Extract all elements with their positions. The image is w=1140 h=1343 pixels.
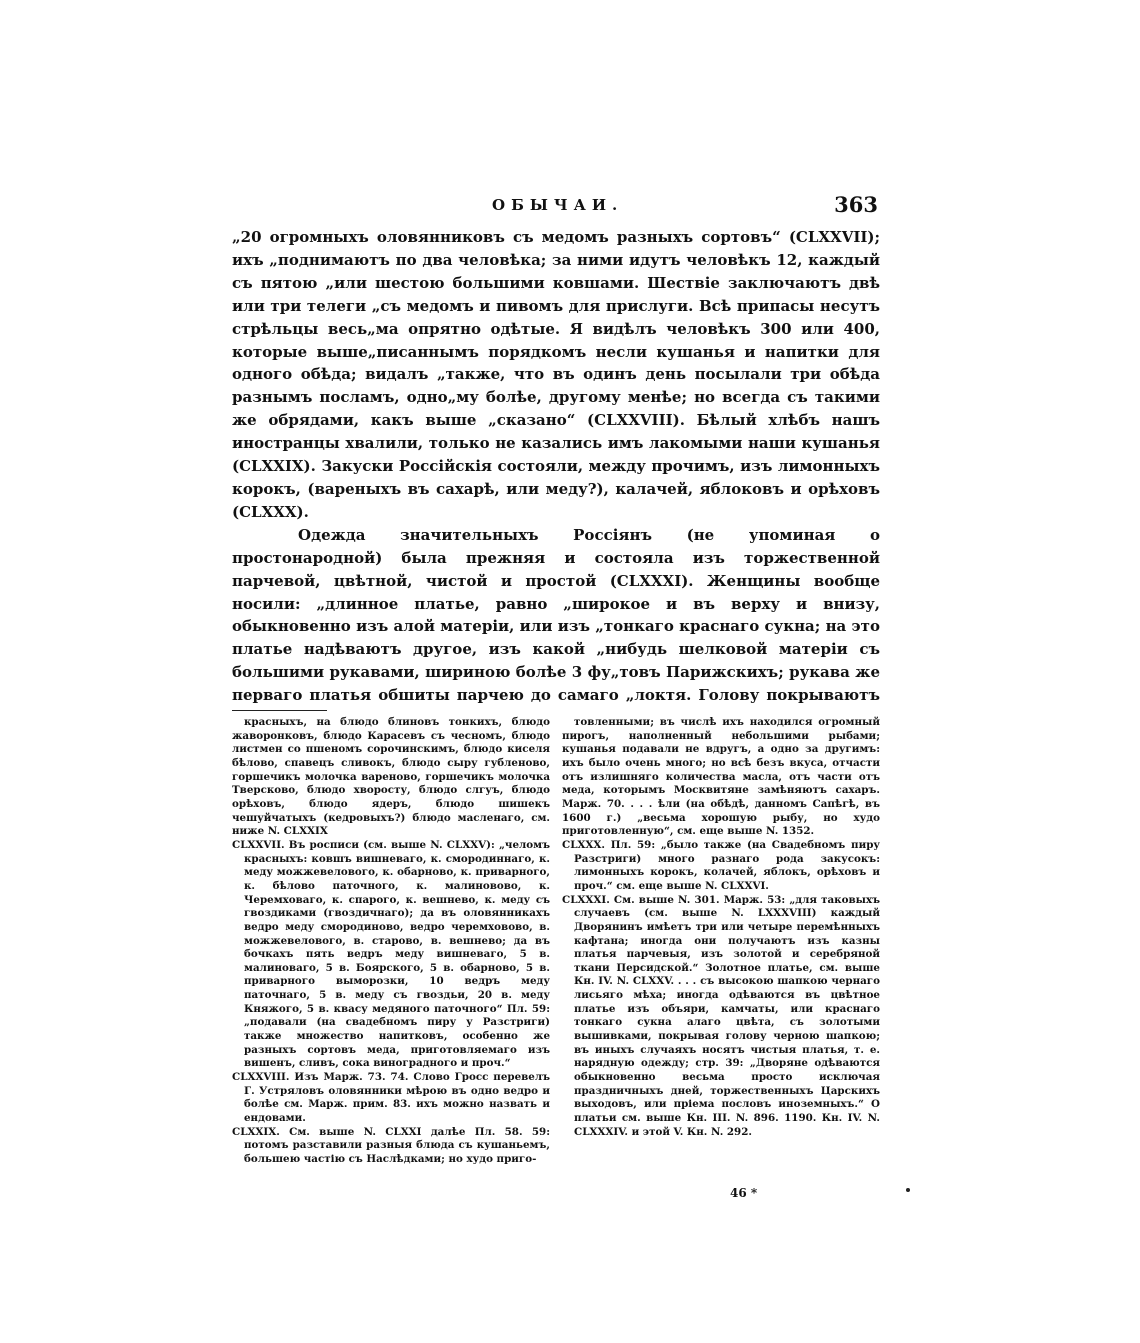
running-head: ОБЫЧАИ. — [492, 196, 624, 214]
main-text — [232, 226, 880, 704]
ink-speck — [906, 1188, 910, 1192]
paragraph: Одежда значительныхъ Россіянъ (не упоминая о простонародной) была прежняя и состояла изъ торжественной парчевой, цвѣтной, чистой и простой (CLXXXI). Женщины вообще носили: „длинное платье, равно „широкое и въ верху и внизу, обыкновенно изъ алой матеріи, или изъ „тонкаго краснаго сукна; на это платье надѣваютъ другое, изъ какой „нибудь шелковой матеріи съ большими рукавами, шириною болѣе 3 фу„товъ Парижскихъ; рукава же перваго платья обшиты парчею до самаго „локтя. Голову покрываютъ — [232, 525, 880, 704]
footnotes-right-column — [562, 716, 880, 1186]
page-number: 363 — [834, 192, 878, 217]
page-header — [232, 192, 880, 222]
footnote: CLXXVII. Въ росписи (см. выше N. CLXXV): „челомъ красныхъ: ковшъ вишневаго, к. смородиннаго, к. меду можжевелового, к. обарново, к. приварного, к. бѣлово паточного, к. малиновово, к. Черемховаго, к. спарого, к. вешнево, к. меду съ гвоздиками (гвоздичнаго); да въ оловянникахъ ведро меду смородиново, ведро черемховово, в. можжевелового, в. старово, в. вешнево; да въ бочкахъ пять ведръ меду вишневаго, 5 в. малиноваго, 5 в. Боярского, 5 в. обарново, 5 в. приварного выморозки, 10 ведръ меду паточнаго, 5 в. меду съ гвоздьи, 20 в. меду Княжого, 5 в. квасу медяного паточного“ Пл. 59: „подавали (на свадебномъ пиру у Разстриги) также множество напитковъ, особенно же разныхъ сортовъ меда, приготовляемаго изъ вишенъ, сливъ, сока виноградного и проч.“ — [232, 838, 550, 1070]
footnotes-left-column — [232, 716, 550, 1186]
footnote: CLXXX. Пл. 59: „было также (на Свадебномъ пиру Разстриги) много разнаго рода закусокъ: лимонныхъ корокъ, колачей, яблокъ, орѣховъ и проч.“ см. еще выше N. CLXXVI. — [562, 838, 880, 892]
paragraph: „20 огромныхъ оловянниковъ съ медомъ разныхъ сортовъ“ (CLXXVII); ихъ „поднимаютъ по два человѣка; за ними идутъ человѣкъ 12, каждый съ пятою „или шестою большими ковшами. Шествіе заключаютъ двѣ или три телеги „съ медомъ и пивомъ для прислуги. Всѣ припасы несутъ стрѣльцы весь„ма опрятно одѣтые. Я видѣлъ человѣкъ 300 или 400, которые выше„писаннымъ порядкомъ несли кушанья и напитки для одного обѣда; видалъ „также, что въ одинъ день посылали три обѣда разнымъ посламъ, одно„му болѣе, другому менѣе; но всегда съ такими же обрядами, какъ выше „сказано“ (CLXXVIII). Бѣлый хлѣбъ нашъ иностранцы хвалили, только не казались имъ лакомыми наши кушанья (CLXXIX). Закуски Россійскія состояли, между прочимъ, изъ лимонныхъ корокъ, (вареныхъ въ сахарѣ, или меду?), калачей, яблоковъ и орѣховъ (CLXXX). — [232, 228, 880, 521]
footnote-rule — [232, 710, 327, 711]
footnote: красныхъ, на блюдо блиновъ тонкихъ, блюдо жаворонковъ, блюдо Карасевъ съ чесномъ, блюдо листмен со пшеномъ сорочинскимъ, блюдо киселя бѣлово, спавецъ сливокъ, блюдо сыру губленово, горшечикъ молочка вареново, горшечикъ молочка Тверсково, блюдо хворосту, блюдо слгуъ, блюдо орѣховъ, блюдо ядеръ, блюдо шишекъ чешуйчатыхъ (кедровыхъ?) блюдо масленаго, см. ниже N. CLXXIX — [232, 716, 550, 838]
footnote: товленными; въ числѣ ихъ находился огромный пирогъ, наполненный небольшими рыбами; кушанья подавали не вдругъ, а одно за другимъ: ихъ было очень много; но всѣ безъ вкуса, отчасти отъ излишняго количества масла, отъ части отъ меда, которымъ Москвитяне замѣняютъ сахаръ. Марж. 70. . . . ѣли (на обѣдѣ, данномъ Сапѣгѣ, въ 1600 г.) „весьма хорошую рыбу, но худо приготовленную“, см. еще выше N. 1352. — [562, 716, 880, 838]
footnote: CLXXXI. См. выше N. 301. Марж. 53: „для таковыхъ случаевъ (см. выше N. LXXXVIII) каждый Дворянинъ имѣетъ три или четыре перемѣнныхъ кафтана; иногда они получаютъ изъ казны платья парчевыя, изъ золотой и серебряной ткани Персидской.“ Золотное платье, см. выше Кн. IV. N. CLXXV. . . . съ высокою шапкою чернаго лисьяго мѣха; иногда одѣваются въ цвѣтное платье изъ объяри, камчаты, или краснаго тонкаго сукна алаго цвѣта, съ золотыми вышивками, покрывая голову черною шапкою; въ иныхъ случаяхъ носятъ чистыя платья, т. е. нарядную одежду; стр. 39: „Дворяне одѣваются обыкновенно весьма просто исключая праздничныхъ дней, торжественныхъ Царскихъ выходовъ, или пріема пословъ иноземныхъ.“ О платьи см. выше Кн. III. N. 896. 1190. Кн. IV. N. CLXXXIV. и этой V. Кн. N. 292. — [562, 893, 880, 1138]
footnote: CLXXVIII. Изъ Марж. 73. 74. Слово Гросс перевелъ Г. Устряловъ оловянники мѣрою въ одно ведро и болѣе см. Марж. прим. 83. ихъ можно назвать и ендовами. — [232, 1071, 550, 1125]
footnote: CLXXIX. См. выше N. CLXXI далѣе Пл. 58. 59: потомъ разставили разныя блюда съ кушаньемъ, большею частію съ Наслѣдками; но худо приго- — [232, 1125, 550, 1165]
signature-mark: 46 * — [730, 1186, 758, 1200]
